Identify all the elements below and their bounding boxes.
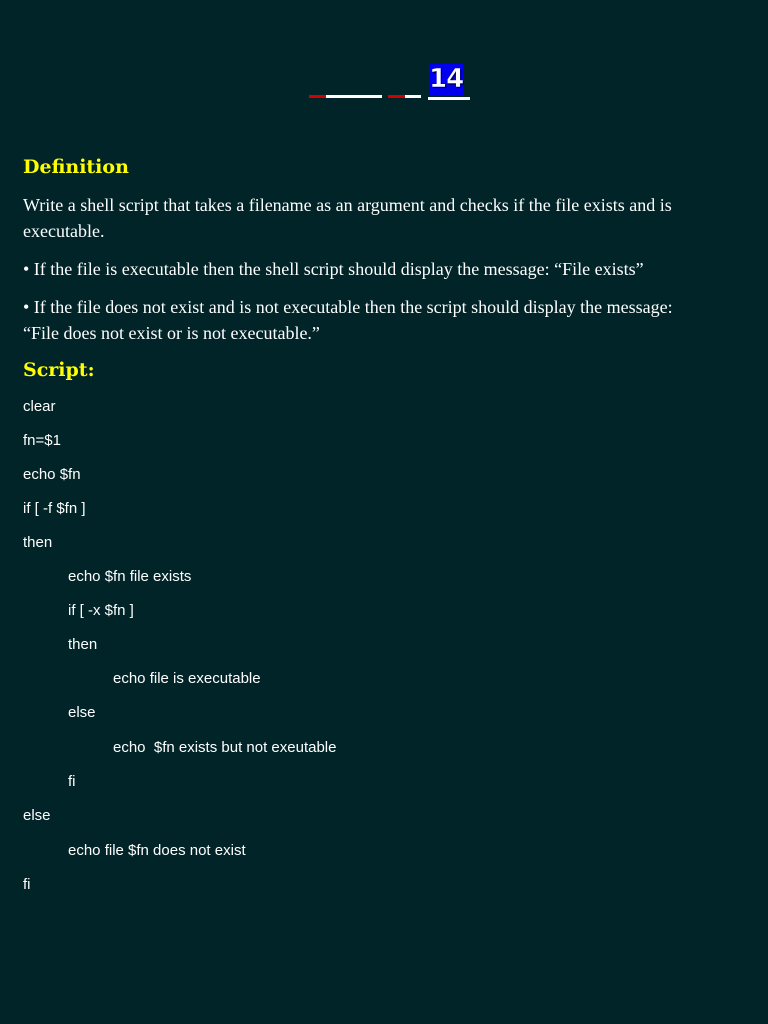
header-dash-white xyxy=(405,95,421,98)
code-line: echo $fn file exists xyxy=(68,568,192,585)
header-dash-red xyxy=(309,95,326,98)
header-dash-white xyxy=(326,95,382,98)
code-line: if [ -f $fn ] xyxy=(23,500,86,517)
code-line: echo $fn xyxy=(23,466,81,483)
code-line: echo $fn exists but not exeutable xyxy=(113,739,337,756)
code-line: echo file is executable xyxy=(113,670,261,687)
page-number-badge: 14 xyxy=(429,64,464,94)
header-dash-white xyxy=(428,97,470,100)
definition-bullet: • If the file is executable then the shell script should display the message: “File exists” xyxy=(23,259,644,279)
code-line: fi xyxy=(23,876,31,893)
code-line: if [ -x $fn ] xyxy=(68,602,134,619)
header-dash-red xyxy=(388,95,405,98)
definition-text: Write a shell script that takes a filename as an argument and checks if the file exists and is executable. xyxy=(23,195,672,241)
definition-heading: Definition xyxy=(23,156,129,178)
code-line: then xyxy=(68,636,98,653)
definition-bullet: • If the file does not exist and is not executable then the script should display the message: “File does not exist or is not executable.” xyxy=(23,297,673,343)
script-heading: Script: xyxy=(23,359,95,381)
code-line: fn=$1 xyxy=(23,432,61,449)
code-line: then xyxy=(23,534,53,551)
code-line: echo file $fn does not exist xyxy=(68,842,246,859)
code-line: else xyxy=(23,807,51,824)
code-line: else xyxy=(68,704,96,721)
slide-header xyxy=(0,0,768,120)
code-line: fi xyxy=(68,773,76,790)
code-line: clear xyxy=(23,398,56,415)
